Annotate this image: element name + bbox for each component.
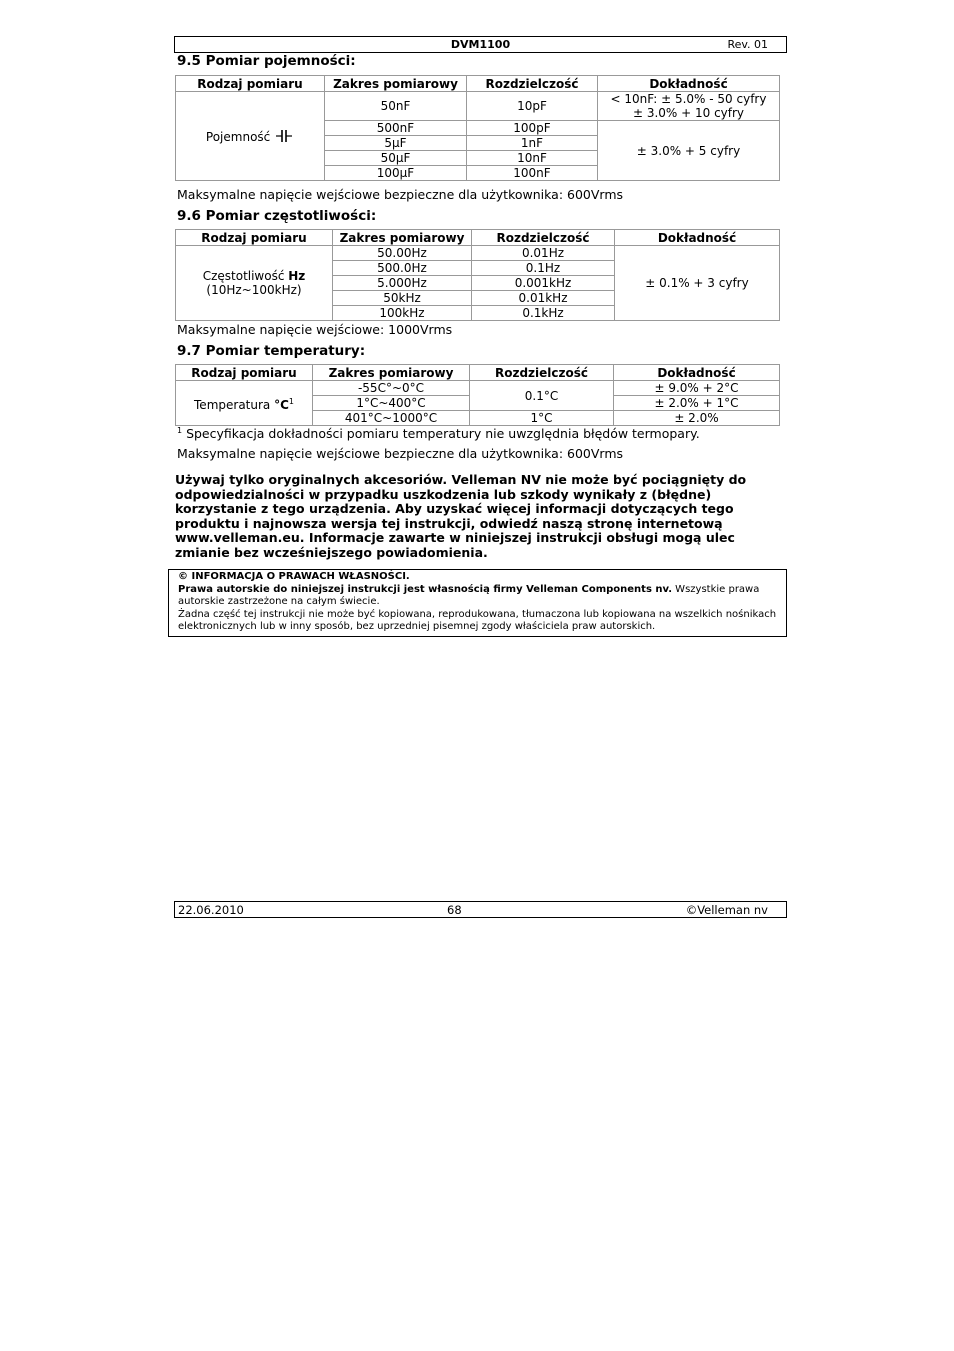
copyright-owner: Prawa autorskie do niniejszej instrukcji jest własnością firmy Velleman Components nv.	[178, 583, 672, 595]
resolution-cell: 1°C	[470, 411, 614, 426]
col-header: Rozdzielczość	[467, 76, 598, 92]
col-header: Rodzaj pomiaru	[176, 365, 313, 381]
resolution-cell: 0.01Hz	[472, 246, 615, 261]
resolution-cell: 0.1kHz	[472, 306, 615, 321]
range-cell: 100kHz	[333, 306, 472, 321]
max-voltage-note: Maksymalne napięcie wejściowe: 1000Vrms	[177, 322, 453, 337]
col-header: Dokładność	[614, 365, 780, 381]
footer-date: 22.06.2010	[178, 903, 244, 917]
resolution-cell: 0.1°C	[470, 381, 614, 411]
accuracy-cell	[598, 92, 780, 121]
footnote-ref: 1	[288, 396, 294, 406]
accuracy-line: < 10nF: ± 5.0% - 50 cyfry	[610, 92, 767, 106]
range-cell: 1°C~400°C	[313, 396, 470, 411]
accuracy-line: ± 3.0% + 10 cyfry	[632, 106, 745, 120]
copyright-rights: Wszystkie prawa autorskie zastrzeżone na całym świecie.	[178, 583, 760, 607]
temperature-table	[175, 364, 780, 426]
section-title-capacitance: 9.5 Pomiar pojemności:	[177, 53, 356, 69]
measure-type-label: Temperatura	[194, 397, 275, 412]
measure-type-cell	[176, 381, 313, 426]
range-cell: 500nF	[325, 121, 467, 136]
accuracy-cell: ± 2.0%	[614, 411, 780, 426]
range-cell: 50.00Hz	[333, 246, 472, 261]
col-header: Dokładność	[598, 76, 780, 92]
header-model: DVM1100	[450, 38, 511, 51]
measure-type-unit: °C	[274, 397, 289, 412]
resolution-cell: 1nF	[467, 136, 598, 151]
accuracy-cell: ± 0.1% + 3 cyfry	[615, 246, 780, 321]
measure-type-cell	[176, 92, 325, 181]
capacitance-table	[175, 75, 780, 181]
measure-type-range: (10Hz~100kHz)	[206, 283, 302, 297]
resolution-cell: 0.01kHz	[472, 291, 615, 306]
resolution-cell: 10nF	[467, 151, 598, 166]
range-cell: -55C°~0°C	[313, 381, 470, 396]
footnote-mark: 1	[177, 426, 183, 435]
range-cell: 100µF	[325, 166, 467, 181]
header-rev: Rev. 01	[727, 38, 768, 51]
accuracy-cell: ± 9.0% + 2°C	[614, 381, 780, 396]
col-header: Rozdzielczość	[472, 230, 615, 246]
col-header: Rodzaj pomiaru	[176, 76, 325, 92]
range-cell: 50µF	[325, 151, 467, 166]
resolution-cell: 100nF	[467, 166, 598, 181]
col-header: Zakres pomiarowy	[313, 365, 470, 381]
col-header: Zakres pomiarowy	[333, 230, 472, 246]
col-header: Zakres pomiarowy	[325, 76, 467, 92]
range-cell: 500.0Hz	[333, 261, 472, 276]
section-title-frequency: 9.6 Pomiar częstotliwości:	[177, 208, 377, 224]
footer-brand: ©Velleman nv	[685, 903, 768, 917]
range-cell: 50kHz	[333, 291, 472, 306]
page-footer	[174, 901, 787, 918]
range-cell: 50nF	[325, 92, 467, 121]
section-title-temperature: 9.7 Pomiar temperatury:	[177, 343, 366, 359]
col-header: Rozdzielczość	[470, 365, 614, 381]
copyright-box	[168, 569, 787, 637]
footnote-text: Specyfikacja dokładności pomiaru temperatury nie uwzględnia błędów termopary.	[182, 426, 700, 442]
measure-type-cell	[176, 246, 333, 321]
measure-type-unit: Hz	[288, 269, 306, 283]
range-cell: 5µF	[325, 136, 467, 151]
copyright-restriction: Żadna część tej instrukcji nie może być kopiowana, reprodukowana, tłumaczona lub kopiowana na wszelkich nośnikach elektronicznych lub w inny sposób, bez uprzedniej pisemnej zgody właściciela praw autorskich.	[178, 608, 777, 632]
resolution-cell: 10pF	[467, 92, 598, 121]
copyright-heading: © INFORMACJA O PRAWACH WŁASNOŚCI.	[178, 571, 410, 582]
measure-type-label: Częstotliwość	[202, 269, 289, 283]
range-cell: 5.000Hz	[333, 276, 472, 291]
col-header: Dokładność	[615, 230, 780, 246]
max-voltage-note: Maksymalne napięcie wejściowe bezpieczne dla użytkownika: 600Vrms	[177, 446, 624, 461]
resolution-cell: 100pF	[467, 121, 598, 136]
capacitor-icon	[274, 129, 294, 143]
range-cell: 401°C~1000°C	[313, 411, 470, 426]
col-header: Rodzaj pomiaru	[176, 230, 333, 246]
page-header	[174, 36, 787, 53]
page-number: 68	[447, 903, 462, 917]
accuracy-cell: ± 3.0% + 5 cyfry	[598, 121, 780, 181]
footnote	[177, 426, 700, 441]
accuracy-cell: ± 2.0% + 1°C	[614, 396, 780, 411]
measure-type-label: Pojemność	[205, 129, 271, 144]
frequency-table	[175, 229, 780, 321]
resolution-cell: 0.001kHz	[472, 276, 615, 291]
resolution-cell: 0.1Hz	[472, 261, 615, 276]
accessories-notice: Używaj tylko oryginalnych akcesoriów. Velleman NV nie może być pociągnięty do odpowiedzialności w przypadku uszkodzenia lub szkody wynikały z (błędne) korzystanie z tego urządzenia. Aby uzyskać więcej informacji dotyczących tego produktu i najnowsza wersja tej instrukcji, odwiedź naszą stronę internetową www.velleman.eu. Informacje zawarte w niniejszej instrukcji obsługi mogą ulec zmianie bez wcześniejszego powiadomienia.	[175, 472, 747, 560]
copyright-text	[169, 584, 786, 609]
max-voltage-note: Maksymalne napięcie wejściowe bezpieczne dla użytkownika: 600Vrms	[177, 187, 624, 202]
